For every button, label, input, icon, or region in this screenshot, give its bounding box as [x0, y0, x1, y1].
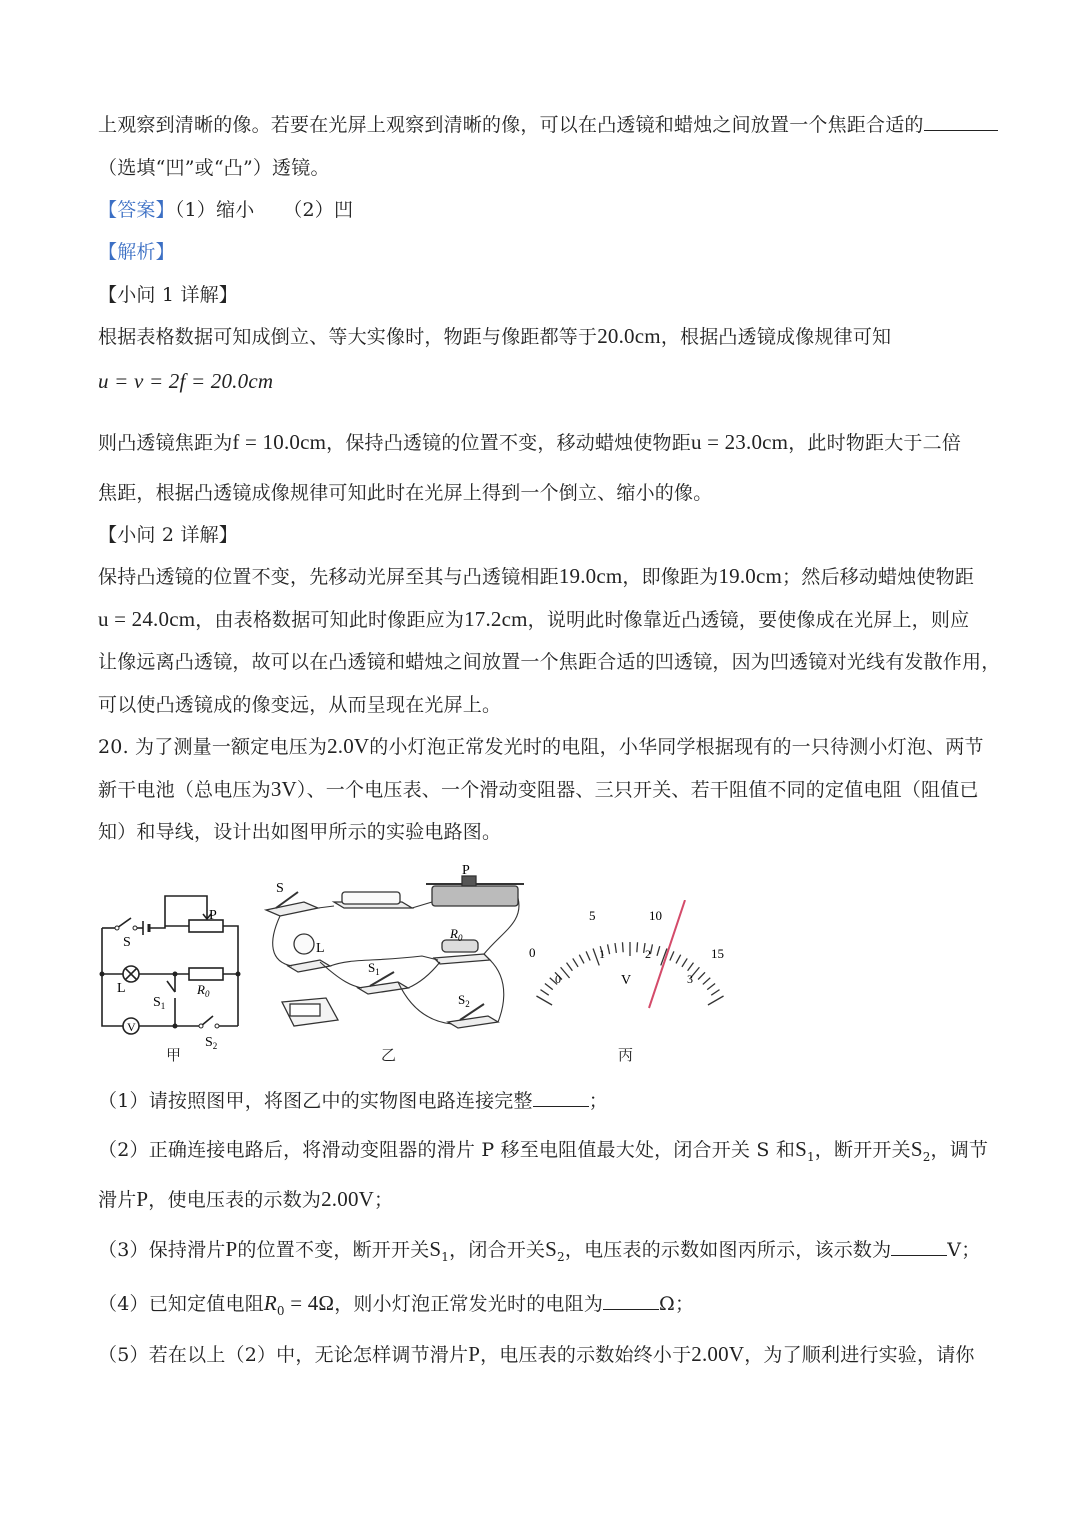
- text-segment: （5）若在以上（2）中，无论怎样调节滑片: [98, 1344, 469, 1366]
- analysis-tag: 【解析】: [98, 241, 175, 263]
- label-r0: $R_0$: [450, 926, 463, 943]
- subscript: 1: [806, 1149, 815, 1164]
- text-segment: （1）请按照图甲，将图乙中的实物图电路连接完整: [98, 1090, 533, 1112]
- text-line: [98, 562, 974, 589]
- text-segment: ；然后移动蜡烛使物距: [782, 566, 975, 588]
- dial-tick: [545, 984, 553, 990]
- text-segment: ，电压表的示数如图丙所示，该示数为: [564, 1239, 892, 1261]
- subscript: 1: [441, 1249, 450, 1264]
- text-line: [98, 322, 891, 349]
- dial-tick: [579, 955, 584, 964]
- text-segment: ，为了顺利进行实验，请你: [744, 1344, 975, 1366]
- subquestion-heading: 【小问 2 详解】: [98, 524, 238, 546]
- label-s: S: [276, 881, 284, 896]
- subquestion-5: [98, 1340, 975, 1367]
- math-value: = 4Ω: [284, 1291, 335, 1315]
- text-segment: ，根据凸透镜成像规律可知: [660, 326, 892, 348]
- voltmeter-label: V: [127, 1020, 136, 1034]
- dial-tick: [561, 967, 570, 978]
- question-20-line: [98, 775, 979, 802]
- text-segment: 滑片: [98, 1189, 137, 1211]
- physical-circuit-yi: [262, 862, 532, 1042]
- subquestion-heading: 【小问 1 详解】: [98, 284, 238, 306]
- dial-tick: [536, 996, 552, 1005]
- text-segment: ；: [588, 1090, 608, 1112]
- text-segment: ，说明此时像靠近凸透镜，要使像成在光屏上，则应: [527, 609, 970, 631]
- label-p: P: [462, 863, 470, 878]
- subscript: 0: [276, 1303, 285, 1318]
- dial-tick: [676, 955, 681, 964]
- text-segment: （2）正确连接电路后，将滑动变阻器的滑片 P 移至电阻值最大处，闭合开关 S 和: [98, 1139, 796, 1161]
- outer-tick-5: 5: [589, 908, 596, 923]
- text-segment: （3）保持滑片: [98, 1239, 226, 1261]
- dial-tick: [688, 963, 694, 971]
- dial-tick: [657, 946, 660, 956]
- label-p: P: [209, 908, 217, 923]
- question-20-line: [98, 732, 984, 759]
- math-value: S: [429, 1237, 442, 1261]
- math-value: 3V: [270, 777, 297, 801]
- caption-bing: 丙: [618, 1046, 634, 1064]
- label-l: L: [316, 941, 325, 956]
- dial-tick: [567, 963, 573, 971]
- text-line: 焦距，根据凸透镜成像规律可知此时在光屏上得到一个倒立、缩小的像。: [98, 482, 713, 504]
- dial-tick: [708, 996, 724, 1005]
- math-value: S: [795, 1137, 807, 1161]
- text-segment: ，闭合开关: [449, 1239, 546, 1261]
- text-segment: Ω；: [659, 1293, 695, 1315]
- answer-body: （1）缩小 （2）凹: [174, 199, 354, 221]
- dial-tick: [698, 972, 705, 979]
- dial-tick: [608, 944, 610, 954]
- math-value: f = 10.0cm: [232, 430, 327, 454]
- label-s1: $S_1$: [153, 995, 166, 1011]
- dial-tick: [670, 951, 674, 960]
- dial-tick: [540, 990, 548, 996]
- text-segment: 20. 为了测量一额定电压为: [98, 736, 328, 758]
- dial-tick: [573, 958, 578, 966]
- subquestion-1: [98, 1086, 608, 1113]
- text-segment: ，断开开关: [814, 1139, 911, 1161]
- math-value: P: [468, 1342, 481, 1366]
- answer-tag: 【答案】: [98, 199, 175, 221]
- math-value: S: [545, 1237, 558, 1261]
- unit-label: V: [621, 973, 632, 988]
- caption-yi: 乙: [381, 1046, 397, 1064]
- answer-blank: [533, 1088, 589, 1107]
- text-line: 可以使凸透镜成的像变远，从而呈现在光屏上。: [98, 694, 502, 716]
- subquestion-4: [98, 1289, 694, 1318]
- dial-tick: [622, 942, 623, 952]
- answer-blank: [891, 1237, 947, 1256]
- answer-blank: [924, 112, 998, 131]
- dial-tick: [711, 990, 719, 996]
- math-value: S: [910, 1137, 923, 1161]
- inner-tick-1: 1: [599, 947, 605, 961]
- text-segment: 新干电池（总电压为: [98, 779, 271, 801]
- math-value: 2.0V: [327, 734, 370, 758]
- text-segment: ；: [374, 1189, 394, 1211]
- inner-tick-2: 2: [645, 947, 651, 961]
- label-l: L: [117, 981, 126, 996]
- label-s: S: [123, 935, 131, 950]
- circuit-diagram-jia: [95, 888, 255, 1063]
- math-value: u = 24.0cm: [98, 607, 196, 631]
- math-value: P: [136, 1187, 149, 1211]
- answer-line: [98, 195, 353, 222]
- text-segment: ）、一个电压表、一个滑动变阻器、三只开关、若干阻值不同的定值电阻（阻值已: [296, 779, 979, 801]
- text-line: [98, 428, 961, 455]
- text-segment: （4）已知定值电阻: [98, 1293, 264, 1315]
- math-value: 17.2cm: [464, 607, 528, 631]
- outer-tick-10: 10: [649, 908, 662, 923]
- subquestion-2: [98, 1135, 988, 1164]
- dial-tick: [615, 943, 616, 953]
- text-line: （选填“凹”或“凸”）透镜。: [98, 157, 330, 179]
- text-segment: ，即像距为: [622, 566, 719, 588]
- text-segment: ，调节: [930, 1139, 989, 1161]
- math-value: 2.00V: [691, 1342, 745, 1366]
- text-segment: 保持凸透镜的位置不变，先移动光屏至其与凸透镜相距: [98, 566, 559, 588]
- label-r0: $R_0$: [197, 982, 210, 999]
- subquestion-2-cont: [98, 1185, 393, 1212]
- text-segment: V；: [947, 1239, 981, 1261]
- dial-tick: [682, 958, 687, 966]
- voltmeter-dial-bing: [525, 900, 735, 1020]
- text-segment: ，电压表的示数始终小于: [480, 1344, 692, 1366]
- text-segment: 的小灯泡正常发光时的电阻，小华同学根据现有的一只待测小灯泡、两节: [369, 736, 984, 758]
- dial-tick: [707, 984, 715, 990]
- text-segment: ，则小灯泡正常发光时的电阻为: [334, 1293, 604, 1315]
- text-segment: ，使电压表的示数为: [148, 1189, 322, 1211]
- text-segment: ，此时物距大于二倍: [788, 432, 962, 454]
- text-line: [98, 110, 998, 137]
- math-value: 19.0cm: [558, 564, 623, 588]
- dial-tick: [703, 978, 710, 985]
- outer-tick-15: 15: [711, 946, 724, 961]
- subscript: 2: [922, 1149, 931, 1164]
- subscript: 2: [557, 1249, 565, 1264]
- answer-blank: [603, 1291, 659, 1310]
- dial-tick: [586, 951, 590, 960]
- text-segment: ，由表格数据可知此时像距应为: [195, 609, 465, 631]
- math-value: 2.00V: [321, 1187, 375, 1211]
- formula: u = v = 2f = 20.0cm: [98, 369, 274, 393]
- label-s2: $S_2$: [205, 1035, 218, 1051]
- question-20-line: 知）和导线，设计出如图甲所示的实验电路图。: [98, 821, 502, 843]
- math-value: R: [263, 1291, 277, 1315]
- text-line: [98, 605, 969, 632]
- text-segment: 上观察到清晰的像。若要在光屏上观察到清晰的像，可以在凸透镜和蜡烛之间放置一个焦距合适的: [98, 114, 924, 136]
- text-line: 让像远离凸透镜，故可以在凸透镜和蜡烛之间放置一个焦距合适的凹透镜，因为凹透镜对光线有发散作用，: [98, 651, 1001, 673]
- caption-jia: 甲: [166, 1046, 182, 1064]
- text-segment: ，保持凸透镜的位置不变，移动蜡烛使物距: [326, 432, 691, 454]
- text-segment: 则凸透镜焦距为: [98, 432, 233, 454]
- math-value: u = 23.0cm: [690, 430, 789, 454]
- inner-tick-3: 3: [687, 972, 693, 986]
- outer-tick-0: 0: [529, 945, 536, 960]
- inner-tick-0: 0: [555, 972, 561, 986]
- label-s1: $S_1$: [368, 960, 380, 977]
- text-segment: 根据表格数据可知成倒立、等大实像时，物距与像距都等于: [98, 326, 598, 348]
- math-value: 19.0cm: [718, 564, 783, 588]
- subquestion-3: [98, 1235, 980, 1264]
- math-value: 20.0cm: [597, 324, 661, 348]
- math-value: P: [225, 1237, 238, 1261]
- label-s2: $S_2$: [458, 992, 470, 1009]
- dial-tick: [637, 942, 638, 952]
- text-segment: 的位置不变，断开开关: [237, 1239, 430, 1261]
